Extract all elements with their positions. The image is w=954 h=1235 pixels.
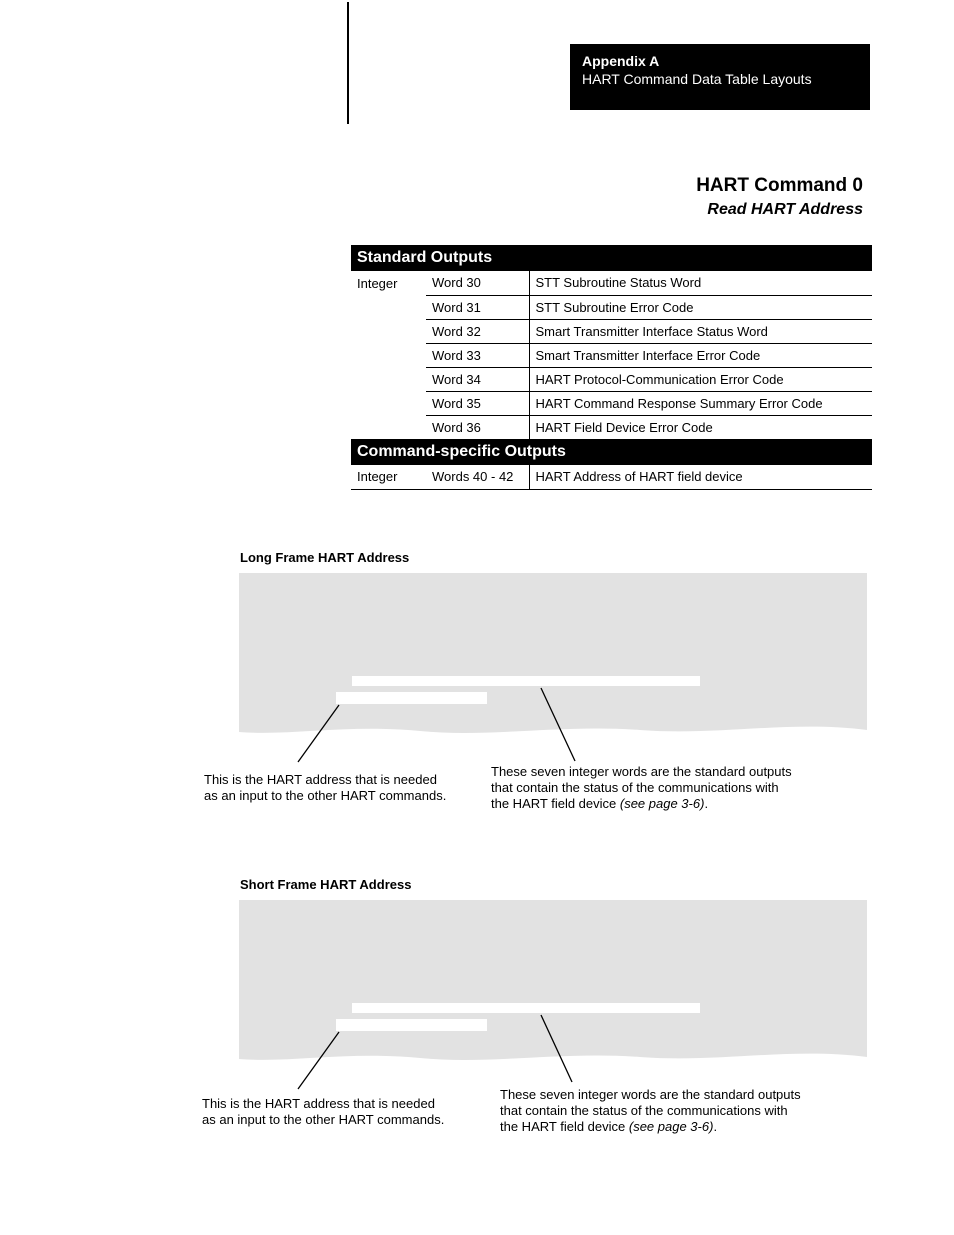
word-cell: Word 36 [426, 415, 529, 439]
table-row [351, 415, 872, 439]
command-specific-heading: Command-specific Outputs [351, 439, 872, 465]
table-row [351, 319, 872, 343]
word-cell: Words 40 - 42 [426, 465, 529, 489]
caption-line: that contain the status of the communications with [500, 1103, 788, 1118]
type-cell [351, 367, 426, 391]
desc-cell: HART Protocol-Communication Error Code [529, 367, 872, 391]
screen-capture-area [239, 900, 867, 1060]
margin-rule [347, 2, 349, 124]
address-highlight [336, 692, 487, 704]
desc-cell: HART Address of HART field device [529, 465, 872, 489]
caption-line: This is the HART address that is needed [204, 772, 437, 787]
short-right-caption [500, 1087, 801, 1135]
type-cell [351, 319, 426, 343]
short-frame-figure [0, 887, 954, 1107]
caption-line: This is the HART address that is needed [202, 1096, 435, 1111]
desc-cell: STT Subroutine Error Code [529, 295, 872, 319]
appendix-label: Appendix A [582, 53, 660, 69]
caption-line [491, 796, 792, 812]
caption-text: the HART field device [500, 1119, 629, 1134]
type-cell [351, 295, 426, 319]
long-left-caption [204, 772, 446, 804]
type-cell: Integer [357, 275, 398, 291]
table-row [351, 367, 872, 391]
status-words-highlight [352, 676, 700, 686]
caption-text: . [713, 1119, 718, 1134]
type-cell [351, 343, 426, 367]
word-cell: Word 30 [426, 271, 529, 295]
address-highlight [336, 1019, 487, 1031]
running-header [570, 44, 870, 110]
short-left-caption [202, 1096, 444, 1128]
table-row [351, 391, 872, 415]
desc-cell: HART Command Response Summary Error Code [529, 391, 872, 415]
page-reference: (see page 3-6) [619, 796, 705, 811]
caption-line: as an input to the other HART commands. [202, 1112, 445, 1127]
short-frame-label: Short Frame HART Address [240, 877, 412, 892]
table-row [351, 465, 872, 489]
section-label: HART Command Data Table Layouts [582, 71, 812, 87]
long-frame-figure [0, 560, 954, 780]
caption-line: These seven integer words are the standard outputs [491, 764, 792, 779]
status-words-highlight [352, 1003, 700, 1013]
long-frame-label: Long Frame HART Address [240, 550, 410, 565]
desc-cell: HART Field Device Error Code [535, 419, 713, 435]
word-cell: Word 32 [426, 319, 529, 343]
caption-line [500, 1119, 801, 1135]
caption-text: the HART field device [491, 796, 620, 811]
desc-cell: Smart Transmitter Interface Status Word [529, 319, 872, 343]
caption-line: as an input to the other HART commands. [204, 788, 447, 803]
page-subtitle: Read HART Address [707, 201, 863, 218]
caption-line: These seven integer words are the standard outputs [500, 1087, 801, 1102]
caption-line: that contain the status of the communications with [491, 780, 779, 795]
desc-cell: STT Subroutine Status Word [529, 271, 872, 295]
table-row [351, 343, 872, 367]
word-cell: Word 33 [426, 343, 529, 367]
table-row [351, 295, 872, 319]
type-cell [351, 391, 426, 415]
type-cell [351, 415, 426, 439]
table-row [351, 271, 872, 295]
word-cell: Word 35 [426, 391, 529, 415]
long-right-caption [491, 764, 792, 812]
type-cell: Integer [351, 465, 426, 489]
word-cell: Word 31 [426, 295, 529, 319]
standard-outputs-heading: Standard Outputs [351, 245, 872, 271]
page-reference: (see page 3-6) [628, 1119, 714, 1134]
page-title: HART Command 0 [696, 175, 863, 196]
caption-text: . [704, 796, 709, 811]
desc-cell: Smart Transmitter Interface Error Code [529, 343, 872, 367]
word-cell: Word 34 [426, 367, 529, 391]
data-table [351, 245, 872, 490]
screen-capture-area [239, 573, 867, 733]
